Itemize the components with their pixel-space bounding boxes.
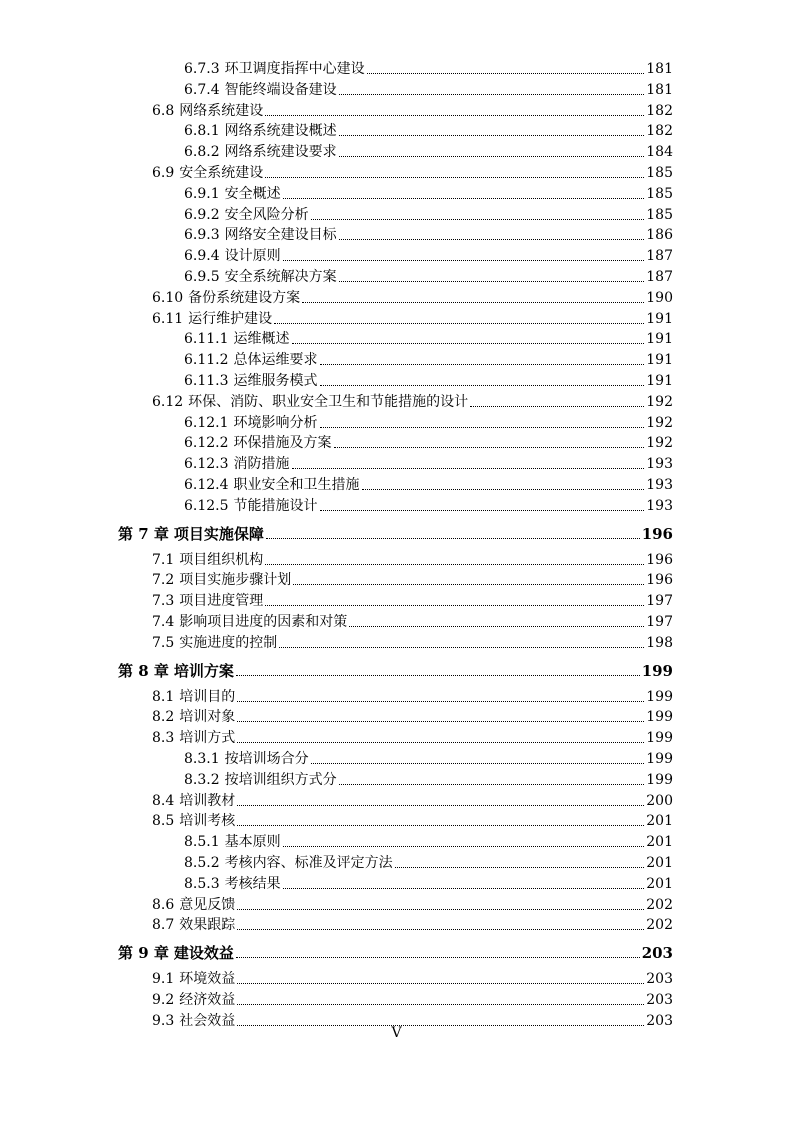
toc-entry-title: 运维概述	[233, 331, 290, 348]
toc-entry[interactable]	[184, 224, 673, 244]
toc-leader-dots	[274, 323, 644, 324]
toc-entry-title: 智能终端设备建设	[224, 81, 337, 98]
toc-entry-page: 193	[646, 477, 673, 493]
toc-entry-number: 6.9.5	[184, 269, 220, 285]
toc-leader-dots	[395, 867, 645, 868]
toc-leader-dots	[339, 135, 645, 136]
toc-entry-title: 环保措施及方案	[233, 435, 332, 452]
toc-entry-title: 项目实施步骤计划	[179, 572, 292, 589]
toc-leader-dots	[320, 427, 645, 428]
toc-leader-dots	[237, 825, 644, 826]
toc-entry-number: 8.2	[152, 709, 175, 726]
toc-entry-page: 191	[646, 352, 673, 369]
toc-entry-title: 环卫调度指挥中心建设	[224, 61, 365, 77]
toc-entry-number: 8.3.2	[184, 771, 220, 788]
toc-entry[interactable]	[152, 706, 673, 726]
toc-entry-title: 消防措施	[233, 456, 290, 473]
toc-entry-number: 8.1	[152, 688, 175, 705]
toc-entry-number: 7.3	[152, 593, 175, 610]
toc-entry[interactable]	[152, 162, 673, 182]
toc-leader-dots	[237, 742, 644, 743]
toc-entry-number: 8.5	[152, 813, 175, 830]
toc-leader-dots	[320, 510, 645, 511]
toc-entry-number: 6.12.4	[184, 477, 229, 493]
toc-entry[interactable]	[184, 349, 673, 369]
toc-entry-page: 187	[646, 269, 673, 285]
toc-entry-title: 实施进度的控制	[179, 634, 278, 651]
toc-entry-page: 185	[646, 206, 673, 223]
toc-entry-title: 备份系统建设方案	[188, 289, 301, 306]
toc-entry[interactable]	[152, 894, 673, 914]
toc-entry-page: 199	[646, 751, 673, 767]
toc-entry-title: 培训教材	[179, 792, 236, 809]
toc-entry-number: 6.8	[152, 102, 175, 119]
toc-entry-title: 培训对象	[179, 709, 236, 726]
toc-entry-number: 8.7	[152, 917, 175, 934]
toc-entry-title: 总体运维要求	[233, 352, 318, 369]
toc-entry-number: 6.12.1	[184, 414, 229, 431]
toc-entry[interactable]	[184, 120, 673, 140]
toc-entry-page: 193	[646, 497, 673, 514]
toc-entry-number: 6.9	[152, 165, 175, 181]
toc-entry-page: 201	[646, 875, 673, 892]
toc-leader-dots	[334, 447, 645, 448]
toc-entry-number: 7.4	[152, 614, 175, 630]
toc-entry[interactable]	[184, 412, 673, 432]
toc-leader-dots	[237, 1004, 644, 1005]
toc-entry-page: 202	[646, 917, 673, 934]
toc-entry-number: 6.11.1	[184, 331, 229, 348]
toc-entry[interactable]	[184, 873, 673, 893]
toc-entry[interactable]	[152, 727, 673, 747]
toc-entry-number: 8.6	[152, 896, 175, 913]
toc-entry-title: 网络安全建设目标	[224, 227, 337, 244]
toc-entry-number: 6.10	[152, 289, 184, 306]
toc-entry-number: 8.5.2	[184, 855, 220, 871]
toc-entry-number: 6.11.2	[184, 352, 229, 369]
toc-entry-page: 201	[646, 834, 673, 851]
toc-entry-number: 8.5.1	[184, 834, 220, 851]
toc-entry-title: 效果跟踪	[179, 917, 236, 934]
toc-entry-title: 项目实施保障	[173, 524, 264, 543]
toc-entry-number: 6.9.3	[184, 227, 220, 244]
toc-entry-number: 6.11	[152, 310, 184, 327]
toc-entry-page: 203	[646, 992, 673, 1008]
toc-entry-title: 考核内容、标准及评定方法	[224, 855, 393, 871]
toc-entry-number: 6.11.3	[184, 373, 229, 389]
toc-entry-page: 185	[646, 165, 673, 181]
page-number: V	[391, 1025, 402, 1041]
toc-entry-page: 198	[646, 634, 673, 651]
toc-entry-number: 6.9.4	[184, 248, 220, 265]
toc-entry-page: 182	[646, 123, 673, 140]
toc-entry-page: 192	[646, 393, 673, 410]
toc-leader-dots	[237, 929, 644, 930]
toc-chapter-entry[interactable]	[118, 660, 673, 680]
toc-entry[interactable]	[184, 79, 673, 99]
toc-leader-dots	[236, 957, 640, 958]
toc-entry-title: 按培训组织方式分	[224, 771, 337, 788]
toc-entry[interactable]	[152, 968, 673, 988]
toc-leader-dots	[237, 701, 644, 702]
toc-entry-page: 197	[646, 614, 673, 630]
toc-entry[interactable]	[184, 852, 673, 872]
toc-entry-number: 8.5.3	[184, 875, 220, 892]
toc-leader-dots	[236, 675, 640, 676]
toc-entry-number: 9.2	[152, 992, 175, 1008]
toc-leader-dots	[320, 385, 645, 386]
toc-entry-page: 201	[646, 813, 673, 830]
toc-entry[interactable]	[184, 266, 673, 286]
toc-entry-title: 建设效益	[173, 944, 234, 963]
toc-leader-dots	[283, 198, 645, 199]
toc-entry-title: 安全概述	[224, 185, 281, 202]
toc-leader-dots	[237, 805, 644, 806]
toc-entry[interactable]	[184, 245, 673, 265]
toc-leader-dots	[292, 468, 645, 469]
toc-entry-title: 环境影响分析	[233, 414, 318, 431]
toc-entry-title: 培训目的	[179, 688, 236, 705]
toc-entry-page: 203	[646, 971, 673, 988]
toc-entry-page: 190	[646, 289, 673, 306]
toc-entry-title: 影响项目进度的因素和对策	[179, 614, 348, 630]
toc-entry[interactable]	[152, 810, 673, 830]
toc-leader-dots	[470, 406, 644, 407]
toc-leader-dots	[311, 763, 645, 764]
toc-entry-page: 199	[646, 688, 673, 705]
toc-leader-dots	[279, 647, 644, 648]
toc-entry-title: 环境效益	[179, 971, 236, 988]
toc-entry-title: 项目组织机构	[179, 551, 264, 568]
toc-leader-dots	[339, 94, 645, 95]
toc-leader-dots	[362, 489, 645, 490]
toc-entry-number: 6.7.4	[184, 81, 220, 98]
toc-entry-number: 6.8.1	[184, 123, 220, 140]
toc-entry[interactable]	[184, 495, 673, 515]
toc-entry-number: 9.1	[152, 971, 175, 988]
toc-entry-number: 6.9.1	[184, 185, 220, 202]
toc-entry-page: 199	[641, 661, 673, 680]
toc-entry-number: 6.12.5	[184, 497, 229, 514]
toc-entry-number: 8.3	[152, 730, 175, 747]
toc-entry[interactable]	[152, 989, 673, 1009]
toc-entry-page: 196	[646, 551, 673, 568]
toc-entry-number: 7.5	[152, 634, 175, 651]
toc-leader-dots	[367, 73, 645, 74]
toc-entry-title: 经济效益	[179, 992, 236, 1008]
toc-entry-title: 社会效益	[179, 1012, 236, 1029]
toc-leader-dots	[237, 909, 644, 910]
toc-leader-dots	[265, 177, 644, 178]
toc-leader-dots	[237, 983, 644, 984]
toc-entry-page: 197	[646, 593, 673, 610]
toc-entry-number: 第 7 章	[118, 524, 169, 543]
toc-entry-number: 第 9 章	[118, 944, 169, 963]
toc-entry-title: 培训方案	[173, 661, 234, 680]
toc-entry[interactable]	[152, 914, 673, 934]
toc-entry[interactable]	[184, 141, 673, 161]
toc-entry[interactable]	[152, 100, 673, 120]
toc-entry-page: 201	[646, 855, 673, 871]
toc-entry[interactable]	[184, 748, 673, 768]
toc-entry-title: 培训方式	[179, 730, 236, 747]
toc-entry-title: 项目进度管理	[179, 593, 264, 610]
toc-leader-dots	[339, 281, 645, 282]
toc-entry[interactable]	[184, 204, 673, 224]
toc-leader-dots	[265, 605, 644, 606]
toc-entry-title: 网络系统建设	[179, 102, 264, 119]
toc-chapter-entry[interactable]	[118, 523, 673, 543]
toc-entry-page: 185	[646, 185, 673, 202]
toc-entry-page: 191	[646, 373, 673, 389]
toc-entry-title: 意见反馈	[179, 896, 236, 913]
toc-entry-number: 6.12.2	[184, 435, 229, 452]
toc-leader-dots	[339, 239, 645, 240]
toc-entry-page: 196	[641, 524, 673, 543]
toc-leader-dots	[339, 156, 645, 157]
toc-entry-number: 6.8.2	[184, 144, 220, 161]
toc-entry-page: 202	[646, 896, 673, 913]
toc-entry-title: 运行维护建设	[188, 310, 273, 327]
toc-entry[interactable]	[184, 769, 673, 789]
toc-entry-title: 安全系统解决方案	[224, 269, 337, 285]
toc-entry[interactable]	[152, 590, 673, 610]
toc-entry-title: 节能措施设计	[233, 497, 318, 514]
toc-entry-page: 181	[646, 81, 673, 98]
toc-leader-dots	[283, 888, 645, 889]
toc-entry-page: 186	[646, 227, 673, 244]
toc-entry[interactable]	[184, 328, 673, 348]
toc-leader-dots	[237, 721, 644, 722]
toc-entry[interactable]	[152, 287, 673, 307]
toc-entry-title: 安全系统建设	[179, 165, 264, 181]
toc-leader-dots	[283, 260, 645, 261]
toc-entry-title: 环保、消防、职业安全卫生和节能措施的设计	[188, 393, 469, 410]
toc-leader-dots	[302, 302, 644, 303]
toc-entry-title: 网络系统建设概述	[224, 123, 337, 140]
toc-entry-title: 设计原则	[224, 248, 281, 265]
toc-entry-page: 199	[646, 771, 673, 788]
toc-entry-page: 192	[646, 435, 673, 452]
toc-entry[interactable]	[184, 370, 673, 390]
toc-entry-page: 200	[646, 792, 673, 809]
toc-leader-dots	[265, 115, 644, 116]
toc-entry[interactable]	[184, 831, 673, 851]
toc-leader-dots	[320, 364, 645, 365]
toc-entry-number: 6.12.3	[184, 456, 229, 473]
toc-entry[interactable]	[152, 790, 673, 810]
toc-entry-number: 6.9.2	[184, 206, 220, 223]
toc-entry-title: 网络系统建设要求	[224, 144, 337, 161]
toc-entry-title: 安全风险分析	[224, 206, 309, 223]
toc-entry-page: 184	[646, 144, 673, 161]
toc-entry[interactable]	[152, 308, 673, 328]
toc-entry-number: 9.3	[152, 1012, 175, 1029]
toc-leader-dots	[311, 219, 645, 220]
toc-entry-title: 培训考核	[179, 813, 236, 830]
toc-entry-page: 191	[646, 310, 673, 327]
toc-entry-title: 职业安全和卫生措施	[233, 477, 360, 493]
toc-entry-page: 203	[641, 944, 673, 963]
toc-entry[interactable]	[184, 58, 673, 78]
toc-entry-number: 6.7.3	[184, 61, 220, 77]
toc-entry[interactable]	[184, 432, 673, 452]
toc-entry[interactable]	[184, 474, 673, 494]
toc-entry-number: 6.12	[152, 393, 184, 410]
toc-entry-number: 第 8 章	[118, 661, 169, 680]
toc-entry-page: 191	[646, 331, 673, 348]
toc-entry-page: 199	[646, 730, 673, 747]
toc-entry-page: 181	[646, 61, 673, 77]
toc-leader-dots	[266, 538, 640, 539]
toc-entry-page: 196	[646, 572, 673, 589]
toc-entry-page: 193	[646, 456, 673, 473]
toc-entry-page: 187	[646, 248, 673, 265]
toc-leader-dots	[293, 584, 644, 585]
toc-leader-dots	[292, 343, 645, 344]
toc-entry-page: 199	[646, 709, 673, 726]
toc-leader-dots	[339, 784, 645, 785]
toc-entry[interactable]	[152, 632, 673, 652]
toc-entry-number: 7.1	[152, 551, 175, 568]
toc-leader-dots	[349, 626, 644, 627]
toc-entry-number: 7.2	[152, 572, 175, 589]
toc-entry[interactable]	[184, 183, 673, 203]
toc-entry-title: 按培训场合分	[224, 751, 309, 767]
toc-entry[interactable]	[152, 611, 673, 631]
toc-entry-page: 203	[646, 1012, 673, 1029]
toc-entry-page: 182	[646, 102, 673, 119]
toc-entry-page: 192	[646, 414, 673, 431]
toc-entry-title: 考核结果	[224, 875, 281, 892]
toc-entry-title: 运维服务模式	[233, 373, 318, 389]
toc-entry-number: 8.3.1	[184, 751, 220, 767]
toc-entry[interactable]	[152, 549, 673, 569]
toc-entry[interactable]	[152, 686, 673, 706]
toc-entry[interactable]	[184, 453, 673, 473]
toc-entry[interactable]	[152, 391, 673, 411]
toc-leader-dots	[283, 846, 645, 847]
toc-entry[interactable]	[152, 569, 673, 589]
toc-entry-number: 8.4	[152, 792, 175, 809]
toc-leader-dots	[265, 564, 644, 565]
toc-chapter-entry[interactable]	[118, 942, 673, 962]
toc-entry-title: 基本原则	[224, 834, 281, 851]
